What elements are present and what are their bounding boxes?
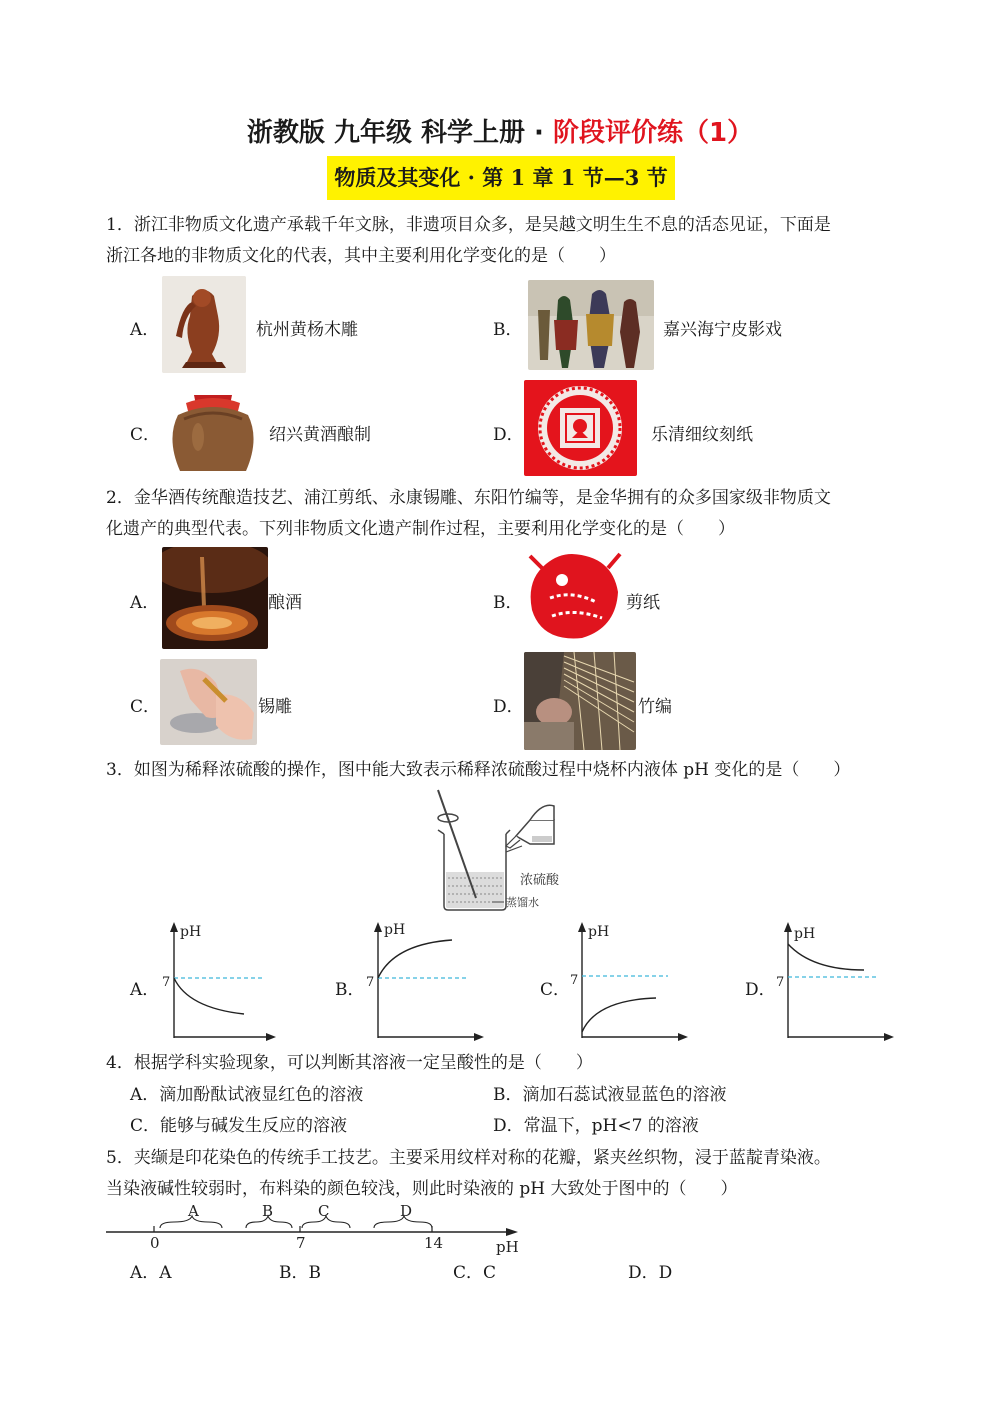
q1-option-a-text: 杭州黄杨木雕: [256, 320, 358, 340]
acid-label: 浓硫酸: [520, 873, 560, 888]
q2-option-b-letter[interactable]: B．: [493, 593, 523, 613]
q1-stem-line2: 浙江各地的非物质文化的代表，其中主要利用化学变化的是（ ）: [106, 246, 616, 266]
title-prefix: 浙教版 九年级 科学上册 ·: [246, 118, 553, 148]
tick-7: 7: [162, 975, 171, 990]
q2-option-a-text: 酿酒: [268, 593, 302, 613]
ph-graph-c: [566, 918, 690, 1044]
scale-axis-label: pH: [496, 1238, 519, 1256]
wine-brewing-image: [162, 547, 268, 649]
axis-label-ph: pH: [588, 924, 610, 940]
q2-option-c-letter[interactable]: C．: [130, 697, 161, 717]
q2-option-a-letter[interactable]: A．: [130, 593, 160, 613]
tick-7: 7: [366, 975, 375, 990]
q3-option-c-letter[interactable]: C．: [540, 980, 571, 1000]
q2-stem-line1: 2．金华酒传统酿造技艺、浦江剪纸、永康锡雕、东阳竹编等，是金华拥有的众多国家级非物质文: [106, 488, 831, 508]
red-paper-cut-image: [522, 546, 625, 646]
q1-option-b-letter[interactable]: B．: [493, 320, 523, 340]
q1-option-b-text: 嘉兴海宁皮影戏: [663, 320, 782, 340]
ph-graph-a: [158, 918, 278, 1044]
tin-carving-image: [160, 659, 257, 745]
water-label: 蒸馏水: [506, 896, 539, 909]
wood-carving-image: [162, 276, 246, 373]
q1-option-d-letter[interactable]: D．: [493, 425, 524, 445]
title-highlight: 阶段评价练（1）: [553, 118, 754, 148]
ph-graph-d: [772, 918, 896, 1044]
ph-graph-b: [362, 918, 486, 1044]
ph-scale-diagram: [104, 1204, 534, 1258]
q5-option-c[interactable]: C．C: [453, 1263, 497, 1283]
tick-7: 7: [776, 975, 785, 990]
q2-option-b-text: 剪纸: [626, 593, 660, 613]
q4-option-d[interactable]: D．常温下，pH<7 的溶液: [493, 1116, 699, 1136]
axis-label-ph: pH: [794, 926, 816, 942]
q2-option-d-text: 竹编: [638, 697, 672, 717]
region-c: C: [318, 1204, 330, 1220]
q4-stem: 4．根据学科实验现象，可以判断其溶液一定呈酸性的是（ ）: [106, 1053, 593, 1073]
bamboo-weaving-image: [524, 652, 636, 750]
q1-option-a-letter[interactable]: A．: [130, 320, 160, 340]
q1-option-d-text: 乐清细纹刻纸: [651, 425, 753, 445]
q5-option-d[interactable]: D．D: [628, 1263, 673, 1283]
rice-wine-jar-image: [168, 389, 258, 471]
q4-option-c[interactable]: C．能够与碱发生反应的溶液: [130, 1116, 348, 1136]
shadow-puppet-image: [528, 280, 654, 370]
tick-14: 14: [424, 1234, 444, 1252]
tick-0: 0: [150, 1234, 160, 1252]
tick-7: 7: [296, 1234, 306, 1252]
chapter-subtitle: 物质及其变化 · 第 1 章 1 节—3 节: [327, 156, 675, 200]
q1-option-c-letter[interactable]: C．: [130, 425, 161, 445]
region-b: B: [262, 1204, 274, 1220]
q5-option-b[interactable]: B．B: [279, 1263, 321, 1283]
q4-option-a[interactable]: A．滴加酚酞试液显红色的溶液: [130, 1085, 364, 1105]
axis-label-ph: pH: [180, 924, 202, 940]
page-title: [0, 112, 1000, 149]
q3-option-d-letter[interactable]: D．: [745, 980, 776, 1000]
tick-7: 7: [570, 973, 579, 988]
paper-cutting-image: [524, 380, 637, 476]
q2-option-d-letter[interactable]: D．: [493, 697, 524, 717]
q3-stem: 3．如图为稀释浓硫酸的操作，图中能大致表示稀释浓硫酸过程中烧杯内液体 pH 变化的是（ ）: [106, 760, 851, 780]
q1-option-c-text: 绍兴黄酒酿制: [269, 425, 371, 445]
q3-option-b-letter[interactable]: B．: [335, 980, 365, 1000]
dilution-diagram: [420, 786, 580, 918]
q1-stem-line1: 1．浙江非物质文化遗产承载千年文脉，非遗项目众多，是吴越文明生生不息的活态见证，下面是: [106, 215, 831, 235]
q5-option-a[interactable]: A．A: [130, 1263, 172, 1283]
q3-option-a-letter[interactable]: A．: [130, 980, 160, 1000]
q2-stem-line2: 化遗产的典型代表。下列非物质文化遗产制作过程，主要利用化学变化的是（ ）: [106, 519, 735, 539]
q5-stem-line2: 当染液碱性较弱时，布料染的颜色较浅，则此时染液的 pH 大致处于图中的（ ）: [106, 1179, 738, 1199]
axis-label-ph: pH: [384, 922, 406, 938]
q4-option-b[interactable]: B．滴加石蕊试液显蓝色的溶液: [493, 1085, 727, 1105]
region-a: A: [188, 1204, 199, 1220]
q5-stem-line1: 5．夹缬是印花染色的传统手工技艺。主要采用纹样对称的花瓣，紧夹丝织物，浸于蓝靛青染液。: [106, 1148, 831, 1168]
q2-option-c-text: 锡雕: [258, 697, 292, 717]
region-d: D: [400, 1204, 413, 1220]
